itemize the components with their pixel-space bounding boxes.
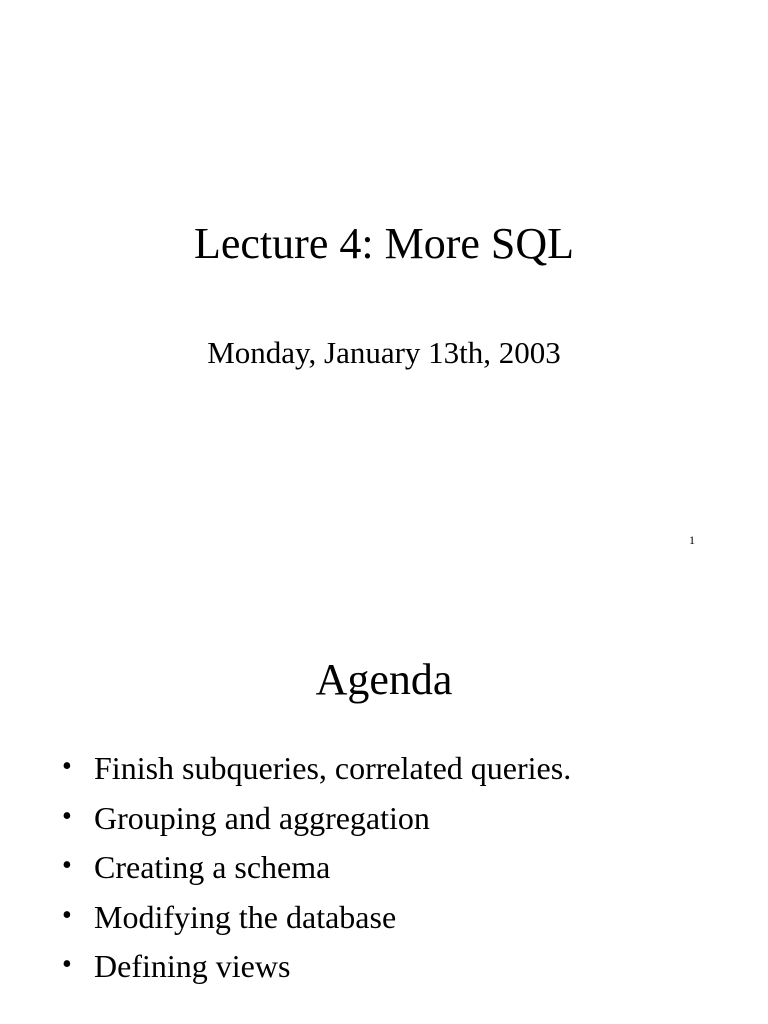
agenda-item-text: Modifying the database bbox=[94, 898, 397, 935]
bullet-icon: • bbox=[62, 949, 72, 980]
agenda-item-text: Finish subqueries, correlated queries. bbox=[94, 750, 572, 786]
slide-subtitle: Monday, January 13th, 2003 bbox=[207, 335, 561, 370]
bullet-icon: • bbox=[62, 850, 72, 881]
agenda-item-text: Grouping and aggregation bbox=[94, 799, 430, 836]
bullet-icon: • bbox=[62, 751, 72, 782]
agenda-title: Agenda bbox=[315, 655, 453, 704]
agenda-slide bbox=[0, 576, 768, 1024]
bullet-icon: • bbox=[62, 899, 72, 931]
agenda-item-text: Defining views bbox=[94, 948, 291, 984]
bullet-icon: • bbox=[62, 800, 72, 832]
agenda-item-text: Creating a schema bbox=[94, 849, 331, 885]
page-number: 1 bbox=[689, 533, 695, 547]
slide-title: Lecture 4: More SQL bbox=[194, 219, 574, 268]
